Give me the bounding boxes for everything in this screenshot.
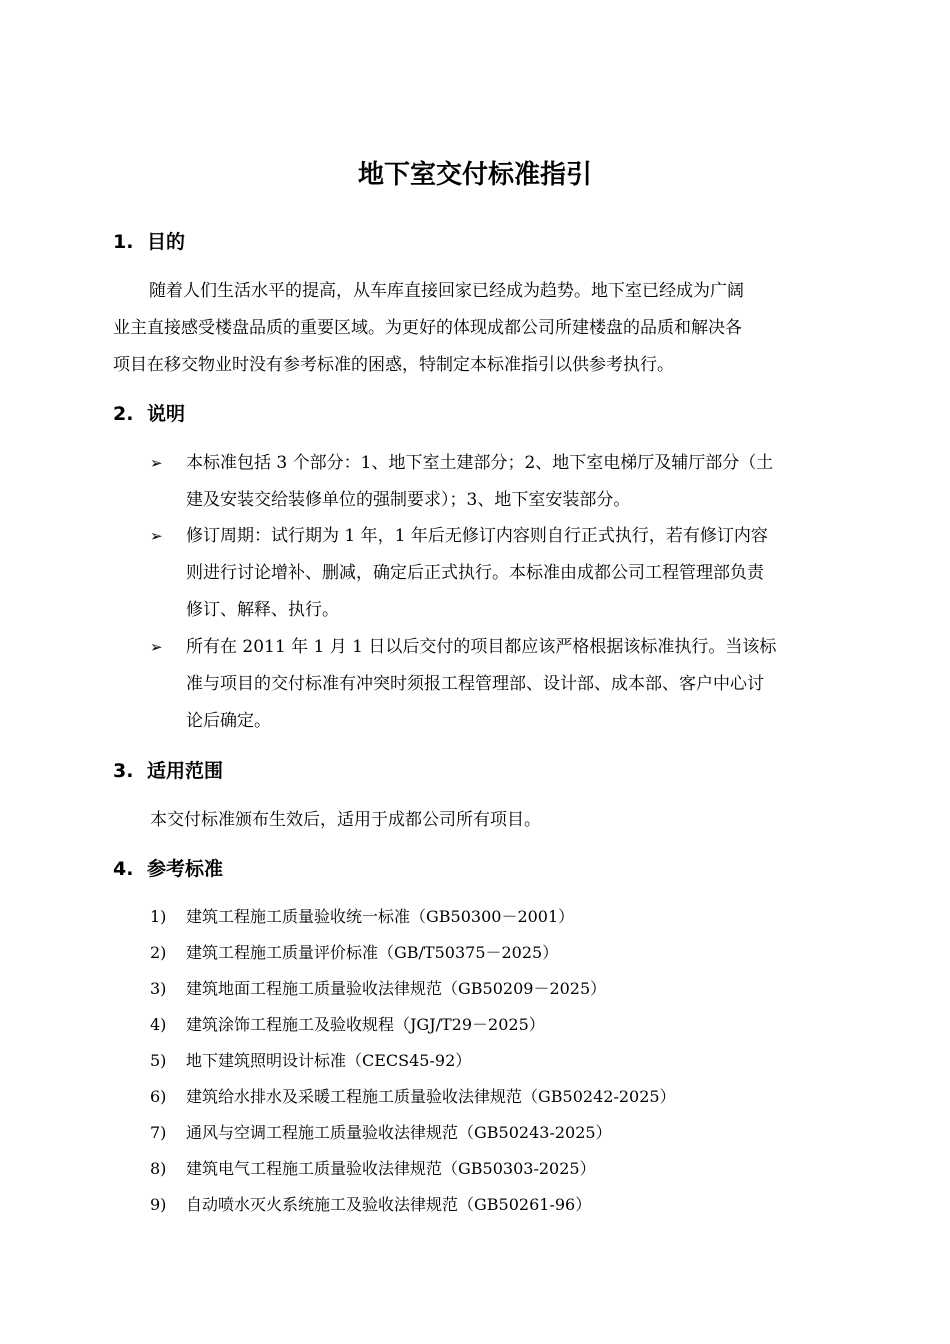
section-number: 4. (113, 858, 134, 880)
arrow-bullet-icon: ➢ (150, 527, 163, 545)
reference-text: 建筑电气工程施工质量验收法律规范（GB50303-2025） (186, 1159, 596, 1178)
paragraph-line: 业主直接感受楼盘品质的重要区域。为更好的体现成都公司所建楼盘的品质和解决各 (113, 318, 742, 338)
bullet-line: 则进行讨论增补、删减，确定后正式执行。本标准由成都公司工程管理部负责 (186, 563, 764, 583)
paragraph-line: 随着人们生活水平的提高，从车库直接回家已经成为趋势。地下室已经成为广阔 (149, 281, 744, 301)
bullet-line: 修订周期：试行期为 1 年，1 年后无修订内容则自行正式执行，若有修订内容 (186, 526, 768, 546)
reference-item (150, 939, 558, 967)
reference-text: 地下建筑照明设计标准（CECS45-92） (186, 1051, 472, 1070)
reference-item (150, 1011, 545, 1039)
section-title: 适用范围 (147, 760, 224, 782)
section-number: 1. (113, 231, 134, 253)
reference-number: 6) (150, 1087, 167, 1106)
reference-text: 建筑给水排水及采暖工程施工质量验收法律规范（GB50242-2025） (186, 1087, 676, 1106)
reference-text: 通风与空调工程施工质量验收法律规范（GB50243-2025） (186, 1123, 612, 1142)
section-title: 参考标准 (147, 858, 224, 880)
section-heading-notes (113, 400, 185, 428)
section-number: 2. (113, 403, 134, 425)
section-title: 目的 (147, 231, 186, 253)
reference-item (150, 1047, 471, 1075)
reference-number: 3) (150, 979, 167, 998)
bullet-line: 建及安装交给装修单位的强制要求）；3、地下室安装部分。 (186, 490, 631, 510)
reference-number: 8) (150, 1159, 167, 1178)
reference-item (150, 1083, 676, 1111)
document-title: 地下室交付标准指引 (357, 160, 592, 190)
reference-item (150, 975, 606, 1003)
bullet-line: 准与项目的交付标准有冲突时须报工程管理部、设计部、成本部、客户中心讨 (186, 674, 764, 694)
reference-number: 5) (150, 1051, 167, 1070)
bullet-line: 本标准包括 3 个部分：1、地下室土建部分；2、地下室电梯厅及辅厅部分（土 (186, 453, 774, 473)
reference-number: 4) (150, 1015, 167, 1034)
section-heading-scope (113, 757, 223, 785)
reference-text: 建筑工程施工质量验收统一标准（GB50300－2001） (186, 907, 575, 926)
reference-item (150, 1191, 591, 1219)
reference-number: 1) (150, 907, 167, 926)
scope-text: 本交付标准颁布生效后，适用于成都公司所有项目。 (150, 810, 541, 830)
reference-item (150, 903, 574, 931)
reference-text: 建筑工程施工质量评价标准（GB/T50375－2025） (186, 943, 559, 962)
reference-number: 9) (150, 1195, 167, 1214)
section-title: 说明 (147, 403, 186, 425)
bullet-line: 所有在 2011 年 1 月 1 日以后交付的项目都应该严格根据该标准执行。当该标 (186, 637, 777, 657)
paragraph-line: 项目在移交物业时没有参考标准的困惑，特制定本标准指引以供参考执行。 (113, 355, 674, 375)
bullet-line: 修订、解释、执行。 (186, 600, 339, 620)
reference-number: 2) (150, 943, 167, 962)
reference-text: 建筑涂饰工程施工及验收规程（JGJ/T29－2025） (186, 1015, 545, 1034)
bullet-line: 论后确定。 (186, 711, 271, 731)
reference-text: 自动喷水灭火系统施工及验收法律规范（GB50261-96） (186, 1195, 592, 1214)
reference-text: 建筑地面工程施工质量验收法律规范（GB50209－2025） (186, 979, 607, 998)
section-heading-references (113, 855, 223, 883)
purpose-paragraph (113, 273, 833, 384)
arrow-bullet-icon: ➢ (150, 638, 163, 656)
reference-item (150, 1155, 596, 1183)
reference-item (150, 1119, 612, 1147)
arrow-bullet-icon: ➢ (150, 454, 163, 472)
section-heading-purpose (113, 228, 185, 256)
reference-number: 7) (150, 1123, 167, 1142)
section-number: 3. (113, 760, 134, 782)
